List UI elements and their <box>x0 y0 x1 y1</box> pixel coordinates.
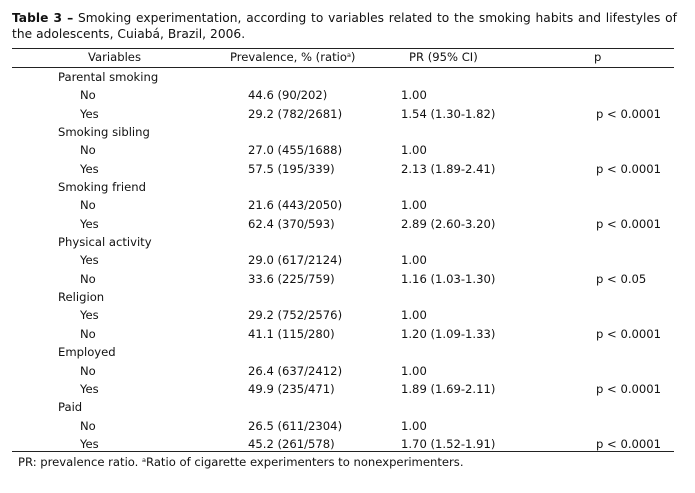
pr-cell: 2.13 (1.89-2.41) <box>401 161 496 176</box>
group-label: Parental smoking <box>58 70 159 84</box>
prevalence-cell: 26.4 (637/2412) <box>248 363 343 378</box>
pr-cell: 1.16 (1.03-1.30) <box>401 271 496 286</box>
category-cell: No <box>80 363 96 378</box>
table-footnote <box>18 455 464 470</box>
prevalence-cell: 29.0 (617/2124) <box>248 253 343 268</box>
footnote-text: PR: prevalence ratio. <box>18 455 139 469</box>
prevalence-cell: 27.0 (455/1688) <box>248 143 343 158</box>
table-row <box>12 417 674 435</box>
category-cell: Yes <box>80 106 99 121</box>
table-group-row <box>12 123 674 141</box>
p-value-cell: p < 0.05 <box>596 271 647 286</box>
prevalence-cell: 41.1 (115/280) <box>248 326 335 341</box>
prevalence-cell: 29.2 (782/2681) <box>248 106 343 121</box>
prevalence-cell: 21.6 (443/2050) <box>248 198 343 213</box>
category-cell: Yes <box>80 161 99 176</box>
prevalence-cell: 44.6 (90/202) <box>248 88 328 103</box>
table-row <box>12 160 674 178</box>
category-cell: No <box>80 326 96 341</box>
column-header-pr: PR (95% CI) <box>409 50 478 64</box>
table-group-row <box>12 398 674 416</box>
p-value-cell: p < 0.0001 <box>596 381 662 396</box>
table-row <box>12 86 674 104</box>
p-value-cell: p < 0.0001 <box>596 106 662 121</box>
group-label: Employed <box>58 345 116 360</box>
column-header-variables: Variables <box>88 50 141 64</box>
category-cell: Yes <box>80 308 99 323</box>
category-cell: No <box>80 271 96 286</box>
pr-cell: 1.00 <box>401 88 427 103</box>
table-group-row <box>12 178 674 196</box>
table-body <box>12 68 674 453</box>
category-cell: No <box>80 143 96 158</box>
table-caption-text: Smoking experimentation, according to variables related to the smoking habits and lifestyles of the adolescents, Cuiabá, Brazil, 2006. <box>12 11 677 41</box>
table-row <box>12 325 674 343</box>
prevalence-cell: 45.2 (261/578) <box>248 436 335 451</box>
category-cell: Yes <box>80 381 99 396</box>
category-cell: No <box>80 88 96 103</box>
column-header-prevalence <box>230 50 355 65</box>
table-bottom-rule <box>12 451 674 452</box>
table-figure <box>12 10 677 469</box>
category-cell: No <box>80 418 96 433</box>
pr-cell: 1.00 <box>401 418 427 433</box>
pr-cell: 1.54 (1.30-1.82) <box>401 106 496 121</box>
p-value-cell: p < 0.0001 <box>596 436 662 451</box>
category-cell: No <box>80 198 96 213</box>
prevalence-cell: 62.4 (370/593) <box>248 216 335 231</box>
table-group-row <box>12 343 674 361</box>
table-caption <box>12 10 677 42</box>
pr-cell: 1.00 <box>401 253 427 268</box>
table-row <box>12 141 674 159</box>
pr-cell: 1.00 <box>401 143 427 158</box>
column-header-prevalence-text: Prevalence, % (ratio <box>230 50 347 64</box>
prevalence-cell: 57.5 (195/339) <box>248 161 335 176</box>
footnote-sup: a <box>142 456 147 464</box>
pr-cell: 1.00 <box>401 198 427 213</box>
table-top-rule <box>12 48 674 49</box>
group-label: Paid <box>58 400 83 415</box>
category-cell: Yes <box>80 216 99 231</box>
column-header-p: p <box>594 50 602 64</box>
category-cell: Yes <box>80 253 99 268</box>
pr-cell: 1.70 (1.52-1.91) <box>401 436 496 451</box>
column-header-prevalence-sup: a <box>346 51 351 59</box>
p-value-cell: p < 0.0001 <box>596 216 662 231</box>
category-cell: Yes <box>80 436 99 451</box>
table-row <box>12 196 674 214</box>
group-label: Religion <box>58 290 105 305</box>
prevalence-cell: 49.9 (235/471) <box>248 381 335 396</box>
pr-cell: 1.89 (1.69-2.11) <box>401 381 496 396</box>
prevalence-cell: 29.2 (752/2576) <box>248 308 343 323</box>
table-row <box>12 306 674 324</box>
group-label: Smoking friend <box>58 180 146 195</box>
group-label: Physical activity <box>58 235 152 250</box>
table-row <box>12 105 674 123</box>
table-group-row <box>12 288 674 306</box>
table-group-row <box>12 233 674 251</box>
table-row <box>12 270 674 288</box>
table-row <box>12 362 674 380</box>
pr-cell: 1.20 (1.09-1.33) <box>401 326 496 341</box>
pr-cell: 2.89 (2.60-3.20) <box>401 216 496 231</box>
table-group-row <box>12 68 674 86</box>
footnote-text-2: Ratio of cigarette experimenters to nonexperimenters. <box>146 455 464 469</box>
table-label: Table 3 – <box>12 11 74 25</box>
table-row <box>12 251 674 269</box>
prevalence-cell: 26.5 (611/2304) <box>248 418 343 433</box>
pr-cell: 1.00 <box>401 308 427 323</box>
pr-cell: 1.00 <box>401 363 427 378</box>
p-value-cell: p < 0.0001 <box>596 326 662 341</box>
p-value-cell: p < 0.0001 <box>596 161 662 176</box>
column-header-prevalence-close: ) <box>350 50 356 64</box>
table-row <box>12 380 674 398</box>
group-label: Smoking sibling <box>58 125 150 140</box>
table-row <box>12 215 674 233</box>
prevalence-cell: 33.6 (225/759) <box>248 271 335 286</box>
